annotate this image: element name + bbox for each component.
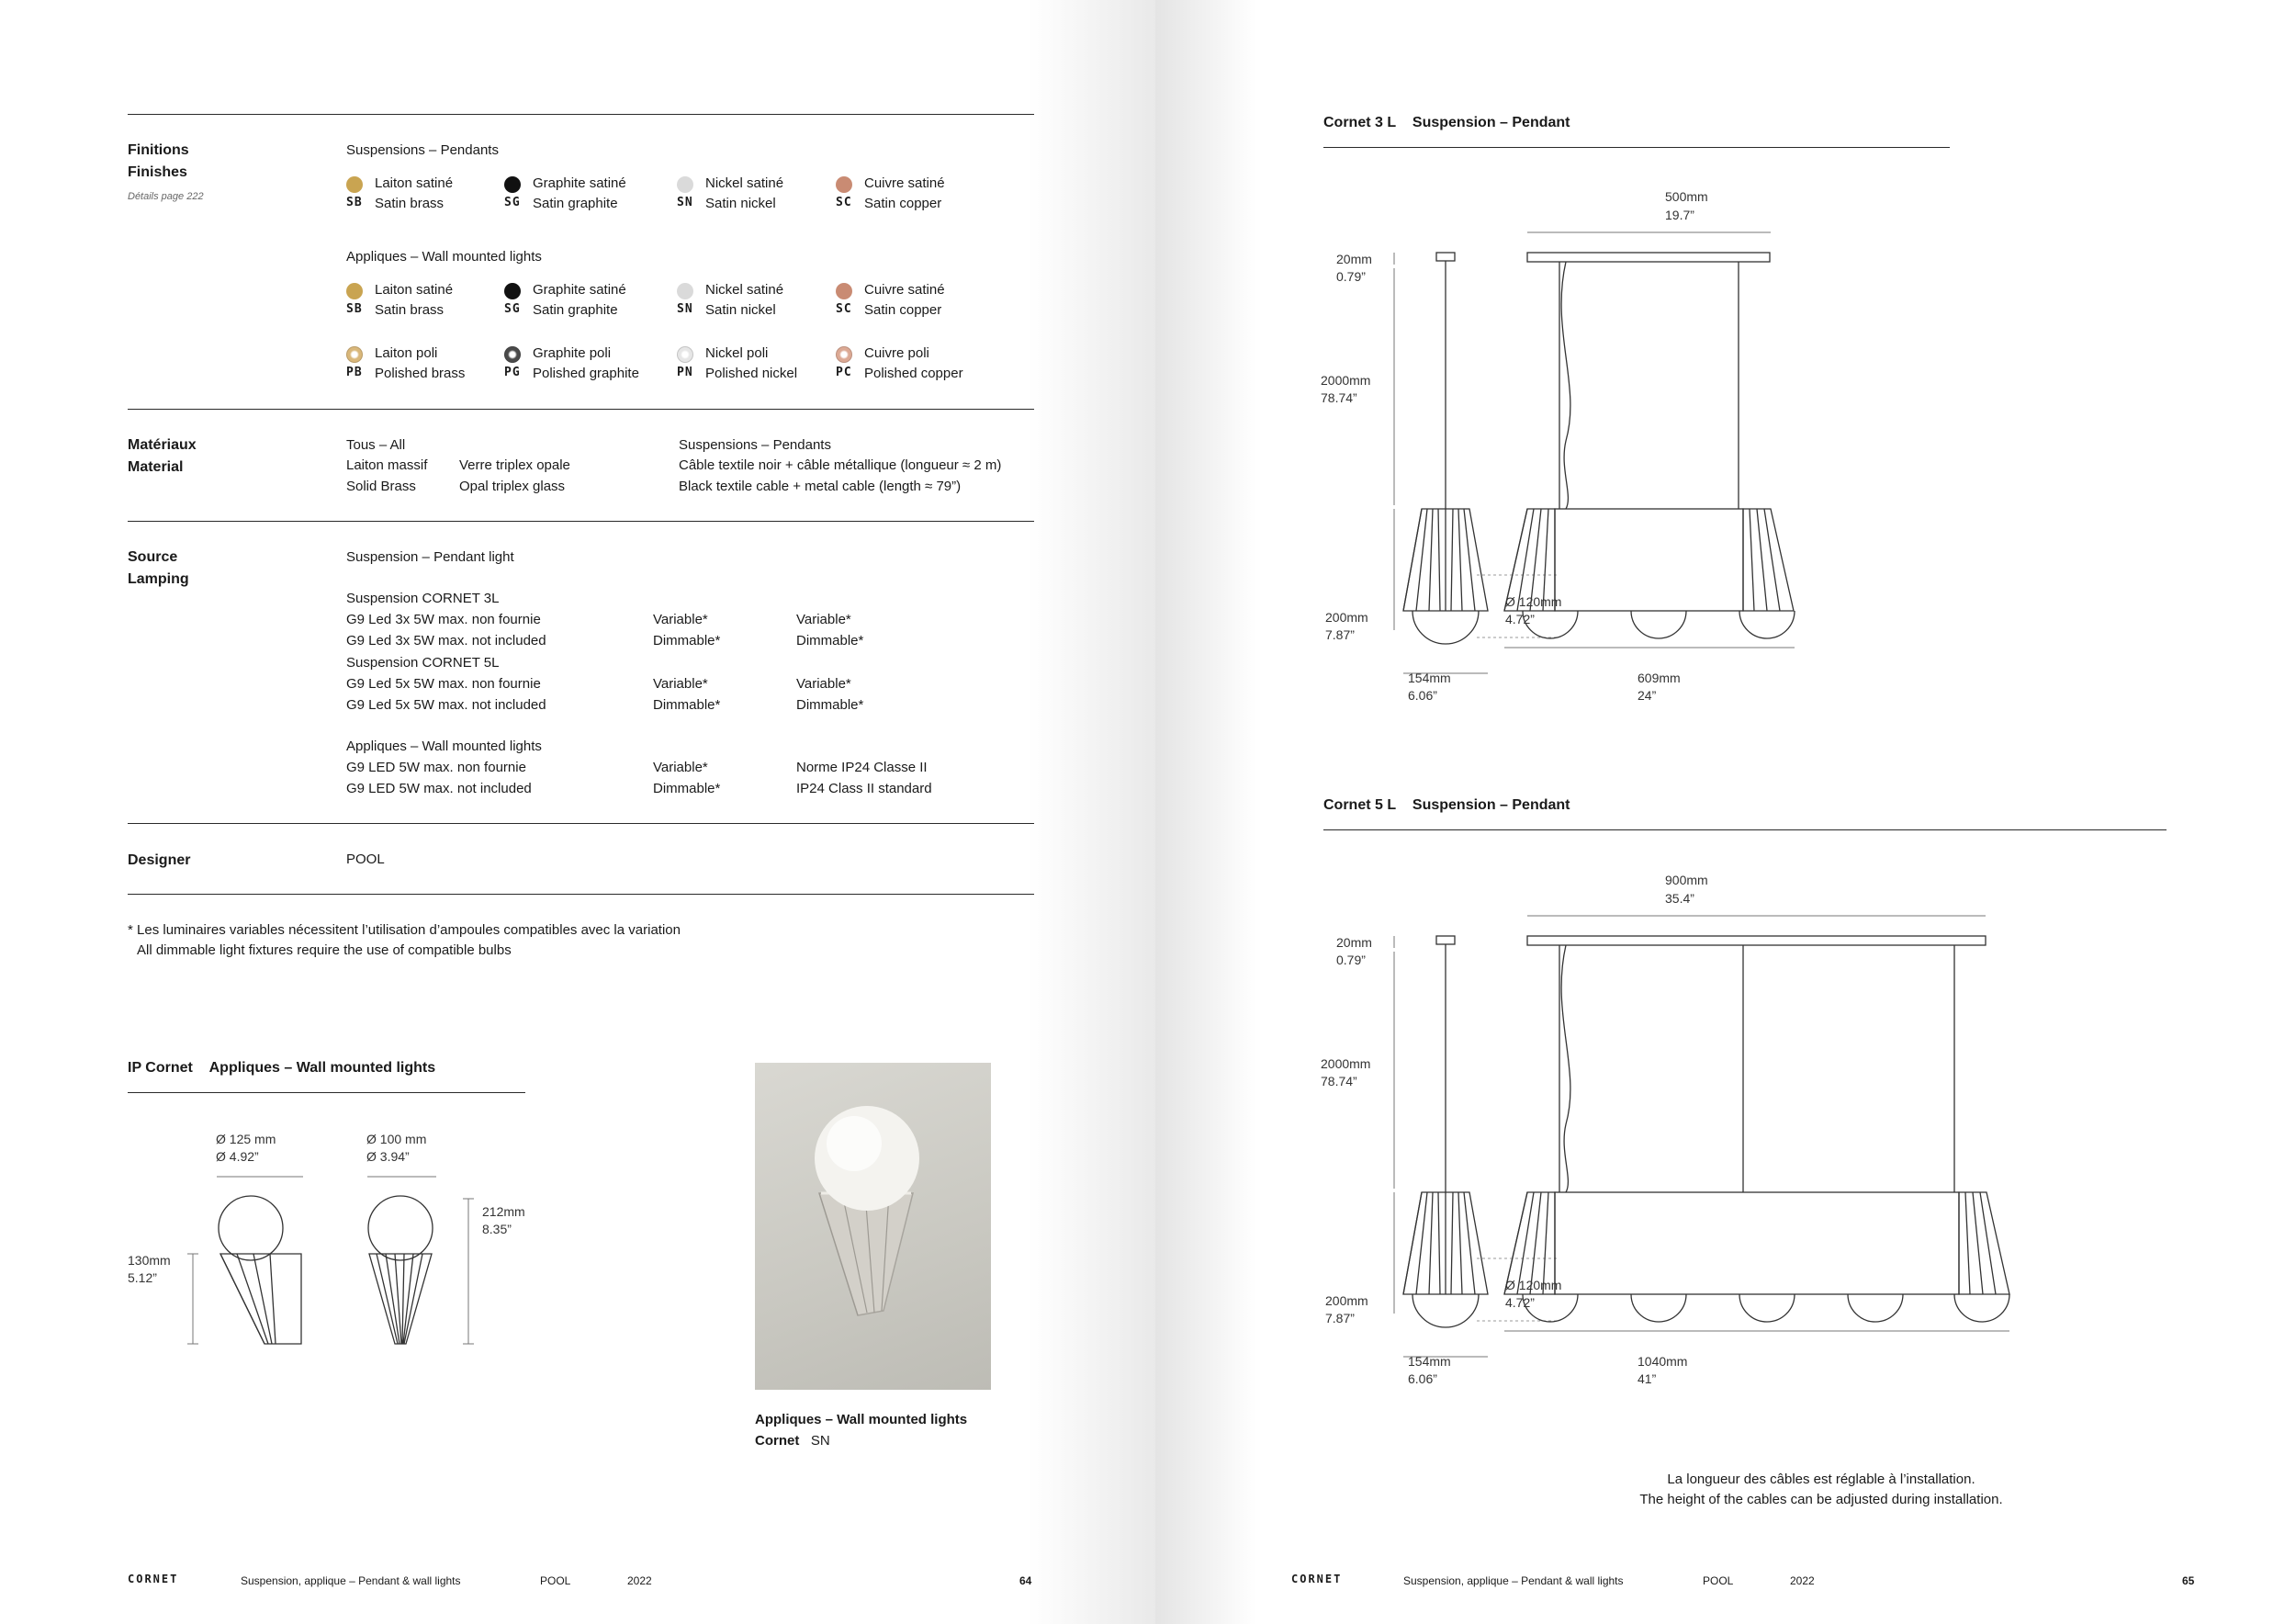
finish-name-fr: Cuivre satiné (864, 175, 945, 191)
finish-code: SN (677, 302, 693, 316)
source-cell: Dimmable* (653, 781, 721, 796)
footer-desc: Suspension, applique – Pendant & wall lights (241, 1574, 461, 1587)
finish-swatch-sn (677, 283, 693, 299)
footer-desc: Suspension, applique – Pendant & wall lights (1403, 1574, 1624, 1587)
c5-canopy: 20mm (1336, 935, 1372, 950)
c5-total-in: 41” (1638, 1371, 1657, 1386)
finish-swatch-pg (504, 346, 521, 363)
c5-base-in: 6.06” (1408, 1371, 1437, 1386)
source-label-fr: Source (128, 549, 178, 565)
source-cell: Dimmable* (653, 697, 721, 713)
source-cell: G9 Led 5x 5W max. non fournie (346, 676, 541, 692)
c5-globe: Ø 120mm (1505, 1278, 1562, 1292)
footer-year: 2022 (1790, 1574, 1815, 1587)
finish-name-fr: Graphite poli (533, 345, 612, 361)
dimmable-note-en: All dimmable light fixtures require the use of compatible bulbs (137, 942, 512, 958)
c5-cable: 2000mm (1321, 1056, 1371, 1071)
right-page (1155, 0, 2296, 1624)
page-number: 64 (1019, 1574, 1032, 1587)
source-cell: Norme IP24 Classe II (796, 760, 928, 775)
finish-name-en: Satin nickel (705, 196, 776, 211)
divider (128, 894, 1034, 895)
material-col2-fr: Verre triplex opale (459, 457, 570, 473)
source-cell: G9 Led 3x 5W max. non fournie (346, 612, 541, 627)
ip-cornet-drawing (184, 1162, 478, 1346)
ip-dim-height1: 130mm (128, 1253, 171, 1268)
ip-dim-diameter1-in: Ø 4.92” (216, 1149, 259, 1164)
divider (1323, 147, 1950, 148)
source-cell: Variable* (653, 612, 708, 627)
c5-cable-in: 78.74” (1321, 1074, 1357, 1088)
material-label-fr: Matériaux (128, 437, 197, 453)
source-cell: Variable* (653, 676, 708, 692)
c3-base: 154mm (1408, 671, 1451, 685)
divider (128, 1092, 525, 1093)
c3-cable: 2000mm (1321, 373, 1371, 388)
finish-swatch-sb (346, 283, 363, 299)
ip-dim-height2: 212mm (482, 1204, 525, 1219)
finish-swatch-sg (504, 283, 521, 299)
finish-swatch-sg (504, 176, 521, 193)
page-number: 65 (2182, 1574, 2195, 1587)
footer-brand: CORNET (128, 1573, 179, 1585)
divider (128, 823, 1034, 824)
cable-note-en: The height of the cables can be adjusted during installation. (1639, 1492, 2003, 1507)
finishes-pendants-title: Suspensions – Pendants (346, 142, 499, 158)
cornet5-title: Cornet 5 L Suspension – Pendant (1323, 797, 1570, 813)
material-label-en: Material (128, 459, 184, 475)
finish-name-fr: Nickel poli (705, 345, 769, 361)
source-title: Suspension – Pendant light (346, 549, 514, 565)
divider (128, 114, 1034, 115)
finish-name-en: Polished copper (864, 366, 963, 381)
c3-width: 500mm (1665, 189, 1708, 204)
ip-dim-height1-in: 5.12” (128, 1270, 157, 1285)
finish-code: SB (346, 196, 363, 209)
source-cell: Dimmable* (796, 633, 864, 648)
divider (128, 409, 1034, 410)
finish-swatch-pc (836, 346, 852, 363)
ip-dim-diameter2: Ø 100 mm (366, 1132, 427, 1146)
finish-name-fr: Graphite satiné (533, 175, 626, 191)
finish-code: SG (504, 302, 521, 316)
finish-code: SC (836, 196, 852, 209)
c3-base-in: 6.06” (1408, 688, 1437, 703)
finish-name-en: Polished graphite (533, 366, 639, 381)
photo-caption-line2: Cornet SN (755, 1433, 830, 1449)
finish-code: PB (346, 366, 363, 379)
source-cell: G9 Led 3x 5W max. not included (346, 633, 546, 648)
finish-code: PN (677, 366, 693, 379)
finishes-wall-title: Appliques – Wall mounted lights (346, 249, 542, 265)
c5-shade: 200mm (1325, 1293, 1368, 1308)
finish-name-fr: Cuivre satiné (864, 282, 945, 298)
c3-shade: 200mm (1325, 610, 1368, 625)
finish-name-fr: Laiton poli (375, 345, 438, 361)
designer-label: Designer (128, 852, 191, 868)
finish-name-en: Polished nickel (705, 366, 798, 381)
footer-year: 2022 (627, 1574, 652, 1587)
finish-name-fr: Laiton satiné (375, 175, 454, 191)
footer-designer: POOL (1703, 1574, 1734, 1587)
finishes-label-fr: Finitions (128, 142, 189, 158)
material-col1-en: Solid Brass (346, 479, 416, 494)
source-cell: Dimmable* (796, 697, 864, 713)
cable-note-fr: La longueur des câbles est réglable à l’installation. (1667, 1472, 1975, 1487)
footer-brand: CORNET (1291, 1573, 1343, 1585)
finish-swatch-sb (346, 176, 363, 193)
c5-shade-in: 7.87” (1325, 1311, 1355, 1325)
material-col1-fr: Laiton massif (346, 457, 428, 473)
ip-dim-diameter1: Ø 125 mm (216, 1132, 276, 1146)
c3-width-in: 19.7” (1665, 208, 1694, 222)
ip-cornet-title: IP Cornet Appliques – Wall mounted lights (128, 1060, 436, 1076)
source-cell: Dimmable* (653, 633, 721, 648)
c3-globe: Ø 120mm (1505, 594, 1562, 609)
source-cell: G9 LED 5W max. not included (346, 781, 532, 796)
c3-canopy-in: 0.79” (1336, 269, 1366, 284)
source-cell: Variable* (653, 760, 708, 775)
finish-name-en: Satin brass (375, 302, 445, 318)
finish-name-fr: Cuivre poli (864, 345, 929, 361)
c5-total: 1040mm (1638, 1354, 1688, 1369)
designer-value: POOL (346, 851, 385, 867)
finish-code: PC (836, 366, 852, 379)
finish-name-en: Satin graphite (533, 302, 618, 318)
source-cornet3-title: Suspension CORNET 3L (346, 591, 500, 606)
material-pend-en: Black textile cable + metal cable (length ≈ 79”) (679, 479, 962, 494)
photo-caption-line1: Appliques – Wall mounted lights (755, 1412, 968, 1427)
c3-cable-in: 78.74” (1321, 390, 1357, 405)
finishes-details-ref: Détails page 222 (128, 191, 204, 202)
finish-swatch-pb (346, 346, 363, 363)
source-cell: IP24 Class II standard (796, 781, 932, 796)
finish-swatch-sc (836, 176, 852, 193)
c5-base: 154mm (1408, 1354, 1451, 1369)
finish-code: SG (504, 196, 521, 209)
c3-globe-in: 4.72” (1505, 612, 1535, 626)
cornet3-drawing (1385, 220, 1991, 661)
c5-width: 900mm (1665, 873, 1708, 887)
c5-canopy-in: 0.79” (1336, 953, 1366, 967)
product-photo (755, 1063, 991, 1390)
c3-total: 609mm (1638, 671, 1681, 685)
material-pend-title: Suspensions – Pendants (679, 437, 831, 453)
finish-name-en: Satin graphite (533, 196, 618, 211)
footer-designer: POOL (540, 1574, 571, 1587)
finish-name-fr: Nickel satiné (705, 282, 784, 298)
finish-name-en: Satin brass (375, 196, 445, 211)
cornet5-drawing (1385, 904, 2083, 1345)
finish-name-fr: Nickel satiné (705, 175, 784, 191)
c3-shade-in: 7.87” (1325, 627, 1355, 642)
source-cell: G9 Led 5x 5W max. not included (346, 697, 546, 713)
finish-name-en: Satin copper (864, 196, 942, 211)
finish-name-en: Polished brass (375, 366, 466, 381)
finish-code: SN (677, 196, 693, 209)
finish-name-en: Satin copper (864, 302, 942, 318)
c5-globe-in: 4.72” (1505, 1295, 1535, 1310)
finish-code: SB (346, 302, 363, 316)
finish-swatch-sc (836, 283, 852, 299)
finish-name-en: Satin nickel (705, 302, 776, 318)
finishes-label-en: Finishes (128, 164, 187, 180)
finish-code: SC (836, 302, 852, 316)
material-col2-en: Opal triplex glass (459, 479, 566, 494)
finish-swatch-sn (677, 176, 693, 193)
ip-dim-diameter2-in: Ø 3.94” (366, 1149, 410, 1164)
ip-dim-height2-in: 8.35” (482, 1222, 512, 1236)
material-pend-fr: Câble textile noir + câble métallique (longueur ≈ 2 m) (679, 457, 1002, 473)
finish-swatch-pn (677, 346, 693, 363)
source-cell: Variable* (796, 612, 851, 627)
cornet3-title: Cornet 3 L Suspension – Pendant (1323, 115, 1570, 130)
source-cell: G9 LED 5W max. non fournie (346, 760, 526, 775)
divider (128, 521, 1034, 522)
material-all-title: Tous – All (346, 437, 406, 453)
dimmable-note-fr: * Les luminaires variables nécessitent l’utilisation d’ampoules compatibles avec la variation (128, 922, 681, 938)
finish-code: PG (504, 366, 521, 379)
c3-total-in: 24” (1638, 688, 1657, 703)
source-cell: Variable* (796, 676, 851, 692)
finish-name-fr: Laiton satiné (375, 282, 454, 298)
divider (1323, 829, 2167, 830)
source-label-en: Lamping (128, 571, 189, 587)
source-wall-title: Appliques – Wall mounted lights (346, 739, 542, 754)
finish-name-fr: Graphite satiné (533, 282, 626, 298)
c5-width-in: 35.4” (1665, 891, 1694, 906)
source-cornet5-title: Suspension CORNET 5L (346, 655, 500, 671)
c3-canopy: 20mm (1336, 252, 1372, 266)
